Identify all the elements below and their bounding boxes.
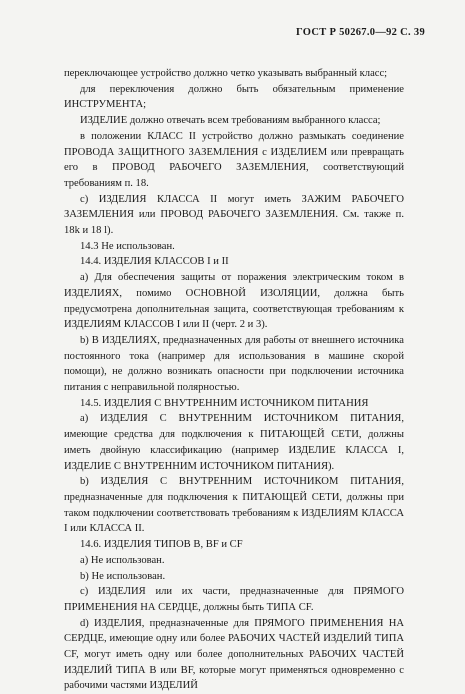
paragraph: с) ИЗДЕЛИЯ КЛАССА II могут иметь ЗАЖИМ РАБОЧЕГО ЗАЗЕМЛЕНИЯ или ПРОВОД РАБОЧЕГО ЗАЗЕМЛЕНИЯ. См. также п. 18k и 18 l). xyxy=(64,193,404,237)
paragraph: для переключения должно быть обязательным применение ИНСТРУМЕНТА; xyxy=(64,83,404,111)
paragraph: а) Для обеспечения защиты от поражения электрическим током в ИЗДЕЛИЯХ, помимо ОСНОВНОЙ ИЗОЛЯЦИИ, должна быть предусмотрена дополнительная защита, соответствующая требованиям к ИЗДЕЛИЯМ КЛАССОВ I или II (черт. 2 и 3). xyxy=(64,272,404,331)
paragraph: b) Не использован. xyxy=(80,570,166,582)
paragraph: 14.3 Не использован. xyxy=(80,240,175,252)
paragraph: а) Не использован. xyxy=(80,554,165,566)
section-heading: 14.4. ИЗДЕЛИЯ КЛАССОВ I и II xyxy=(80,256,229,268)
paragraph: b) В ИЗДЕЛИЯХ, предназначенных для работы от внешнего источника постоянного тока (например для использования в машине скорой помощи), не должно возникать опасности при подключении источника питания с неправильной полярностью. xyxy=(64,334,404,394)
paragraph: в положении КЛАСС II устройство должно размыкать соединение ПРОВОДА ЗАЩИТНОГО ЗАЗЕМЛЕНИЯ с ИЗДЕЛИЕМ или превращать его в ПРОВОД РАБОЧЕГО ЗАЗЕМЛЕНИЯ, соответствующий требованиям п. 18. xyxy=(64,130,404,189)
paragraph: ИЗДЕЛИЕ должно отвечать всем требованиям выбранного класса; xyxy=(80,115,381,127)
body-text xyxy=(64,66,404,694)
paragraph: b) ИЗДЕЛИЯ С ВНУТРЕННИМ ИСТОЧНИКОМ ПИТАНИЯ, предназначенные для подключения к ПИТАЮЩЕЙ СЕТИ, должны при таком подключении соответствовать требованиям к ИЗДЕЛИЯМ КЛАССА I или КЛАССА II. xyxy=(64,476,404,535)
section-heading: 14.5. ИЗДЕЛИЯ С ВНУТРЕННИМ ИСТОЧНИКОМ ПИТАНИЯ xyxy=(80,397,369,409)
paragraph: переключающее устройство должно четко указывать выбранный класс; xyxy=(64,68,388,79)
section-heading: 14.6. ИЗДЕЛИЯ ТИПОВ В, BF и CF xyxy=(80,539,243,551)
paragraph: а) ИЗДЕЛИЯ С ВНУТРЕННИМ ИСТОЧНИКОМ ПИТАНИЯ, имеющие средства для подключения к ПИТАЮЩЕЙ СЕТИ, должны иметь двойную классификацию (например ИЗДЕЛИЕ КЛАССА I, ИЗДЕЛИЕ С ВНУТРЕННИМ ИСТОЧНИКОМ ПИТАНИЯ). xyxy=(64,413,404,472)
paragraph: с) ИЗДЕЛИЯ или их части, предназначенные для ПРЯМОГО ПРИМЕНЕНИЯ НА СЕРДЦЕ, должны быть ТИПА CF. xyxy=(64,586,404,613)
page-header: ГОСТ Р 50267.0—92 С. 39 xyxy=(296,27,425,38)
paragraph: d) ИЗДЕЛИЯ, предназначенные для ПРЯМОГО ПРИМЕНЕНИЯ НА СЕРДЦЕ, имеющие одну или более РАБОЧИХ ЧАСТЕЙ ИЗДЕЛИЙ ТИПА CF, могут иметь одну или более дополнительных РАБОЧИХ ЧАСТЕЙ ИЗДЕЛИЙ ТИПА В или BF, которые могут применяться одновременно с рабочими частями ИЗДЕЛИЙ xyxy=(64,617,404,692)
